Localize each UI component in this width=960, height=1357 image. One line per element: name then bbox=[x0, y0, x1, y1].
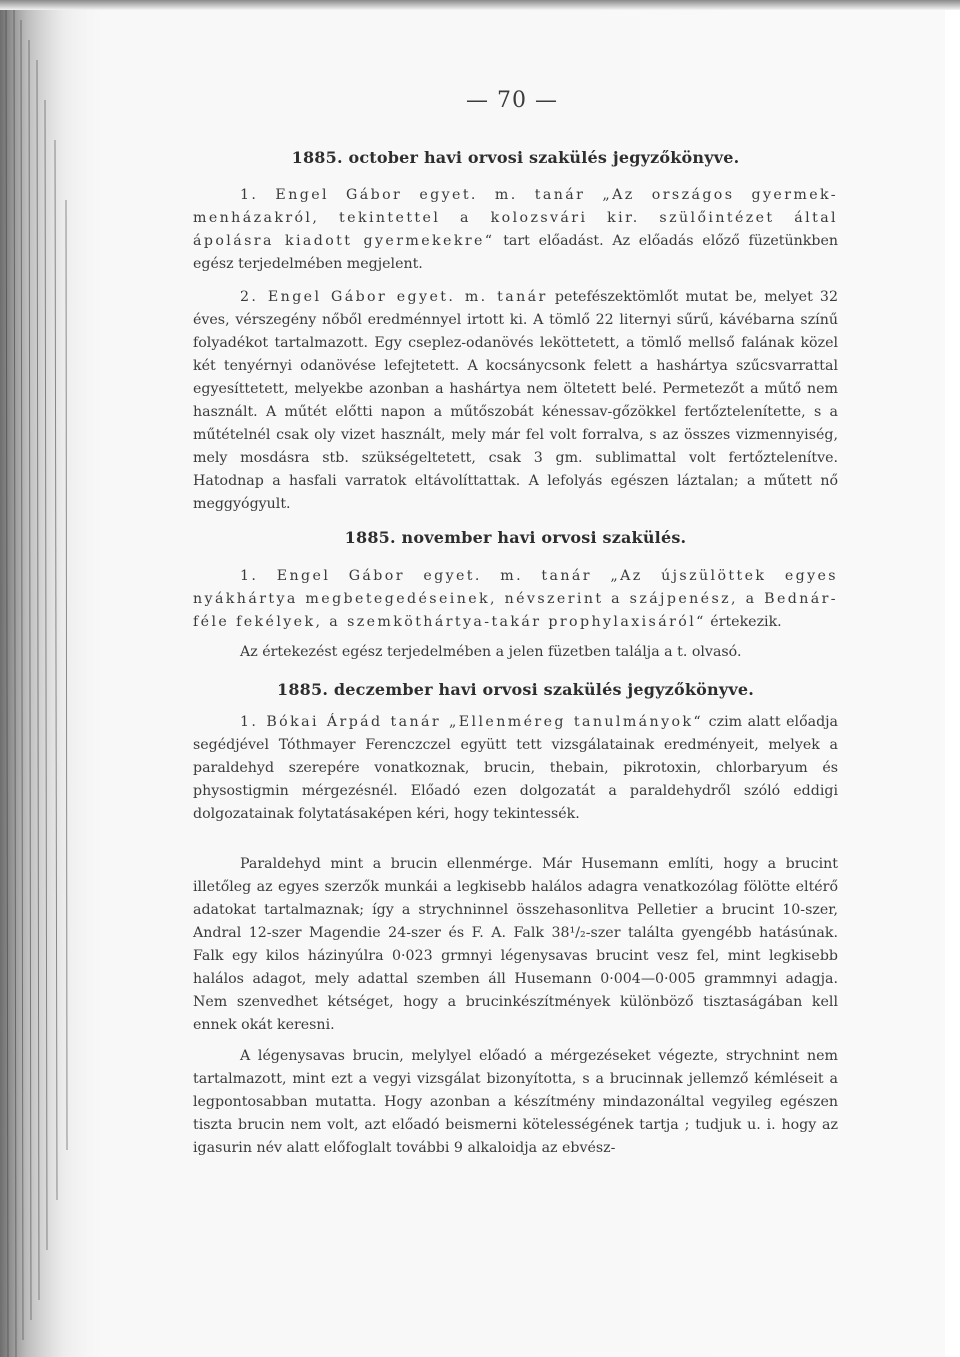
page-number: — 70 — bbox=[466, 88, 558, 113]
paragraph-text: értekezik. bbox=[705, 614, 782, 630]
paragraph bbox=[193, 641, 838, 664]
paragraph-text: czim alatt előadja segédjével Tóthmayer Ferenczczel együtt tett vizsgálatainak eredményeit, melyek a paraldehyd szerepére vonatkoznak, brucin, thebain, pikrotoxin, chlorbaryum és physostigmin mérgezésnél. Előadó ezen dolgozatát a paraldehydről szóló eddigi dolgozatainak folytatásaképen kéri, hogy tekintessék. bbox=[193, 714, 839, 822]
paragraph-text: petefészektömlőt mutat be, melyet 32 éves, vérszegény nőből eredménnyel irtott ki. A tömlő 22 liternyi sűrű, kávébarna színű folyadékot tartalmazott. Egy cseplez-odanövés leköttetett, a tömlő mellső falának közel két tenyérnyi odanövése lefejtetett. A kocsánycsonk felett a hashártya szűcsvarrattal egyesíttetett, melyekbe azonban a hashártya nem öltetett belé. Permetezőt a műtő nem használt. A műtét előtti napon a műtőszobát kénessav-gőzökkel fertőztelenítette, s a műtételnél csak oly vizet használt, mely már fel volt forralva, s az összes vizmennyiség, mely mosdásra stb. szükségeltetett, csak 3 gm. sublimattal volt fertőztelenítve. Hatodnap a hasfali varratok eltávolíttattak. A lefolyás egészen láztalan; a műtett nő meggyógyult. bbox=[193, 289, 838, 512]
scan-top-edge bbox=[0, 0, 960, 10]
paragraph-lead-spaced: 1. Bókai Árpád tanár „Ellenméreg tanulmányok“ bbox=[240, 714, 704, 730]
paragraph-lead-spaced: 1. Engel Gábor egyet. m. tanár „Az újszülöttek egyes nyákhártya megbetegedéseinek, névszerint a szájpenész, a Bednár-féle fekélyek, a szemköthártya-takár prophylaxisáról“ bbox=[193, 568, 838, 630]
paragraph bbox=[193, 286, 838, 516]
paragraph bbox=[193, 565, 838, 634]
paragraph bbox=[193, 1045, 838, 1160]
paragraph-text: tart előadást. Az előadás előző füzetünkben egész terjedelmében megjelent. bbox=[193, 233, 838, 272]
section-heading-december: 1885. deczember havi orvosi szakülés jegyzőkönyve. bbox=[277, 680, 754, 699]
paragraph bbox=[193, 711, 838, 826]
paragraph-text: Paraldehyd mint a brucin ellenmérge. Már Husemann említi, hogy a brucint illetőleg az egyes szerzők munkái a legkisebb halálos adagra venatkozólag fölötte eltérő adatokat tartalmaznak; így a strychninnel összehasonlitva Pelletier a brucint 10-szer, Andral 12-szer Magendie 24-szer és F. A. Falk 38¹/₂-szer találta gyengébb hatásúnak. Falk egy kilos házinyúlra 0·023 grmnyi légenysavas brucint vesz fel, mint legkisebb halálos adagot, mely adattal szemben áll Husemann 0·004—0·005 grammnyi adagja. Nem szenvedhet kétséget, hogy a brucinkészítmények különböző tisztaságában kell ennek okát keresni. bbox=[193, 856, 838, 1033]
paragraph bbox=[193, 184, 838, 276]
paragraph bbox=[193, 853, 838, 1037]
section-heading-october: 1885. october havi orvosi szakülés jegyzőkönyve. bbox=[291, 148, 740, 167]
binding-shadow bbox=[0, 0, 110, 1357]
paragraph-text: Az értekezést egész terjedelmében a jelen füzetben találja a t. olvasó. bbox=[240, 644, 742, 660]
page-right-margin bbox=[945, 0, 960, 1357]
paragraph-lead-spaced: 2. Engel Gábor egyet. m. tanár bbox=[240, 289, 548, 305]
section-heading-november: 1885. november havi orvosi szakülés. bbox=[344, 528, 687, 547]
paragraph-text: A légenysavas brucin, melylyel előadó a mérgezéseket végezte, strychnint nem tartalmazott, mint ezt a vegyi vizsgálat bizonyította, s a brucinnak jellemző kémléseit a legpontosabban mutatta. Hogy azonban a készítmény mindazonáltal vegyileg egészen tiszta brucin nem volt, azt előadó beismerni kötelességének tartja ; tudjuk u. i. hogy az igasurin név alatt előfoglalt további 9 alkaloidja az ebvész- bbox=[193, 1048, 838, 1156]
paragraph-lead-spaced: 1. Engel Gábor egyet. m. tanár „Az országos gyermek-menházakról, tekintettel a kolozsvári kir. szülőintézet által ápolásra kiadott gyermekekre“ bbox=[193, 187, 838, 249]
